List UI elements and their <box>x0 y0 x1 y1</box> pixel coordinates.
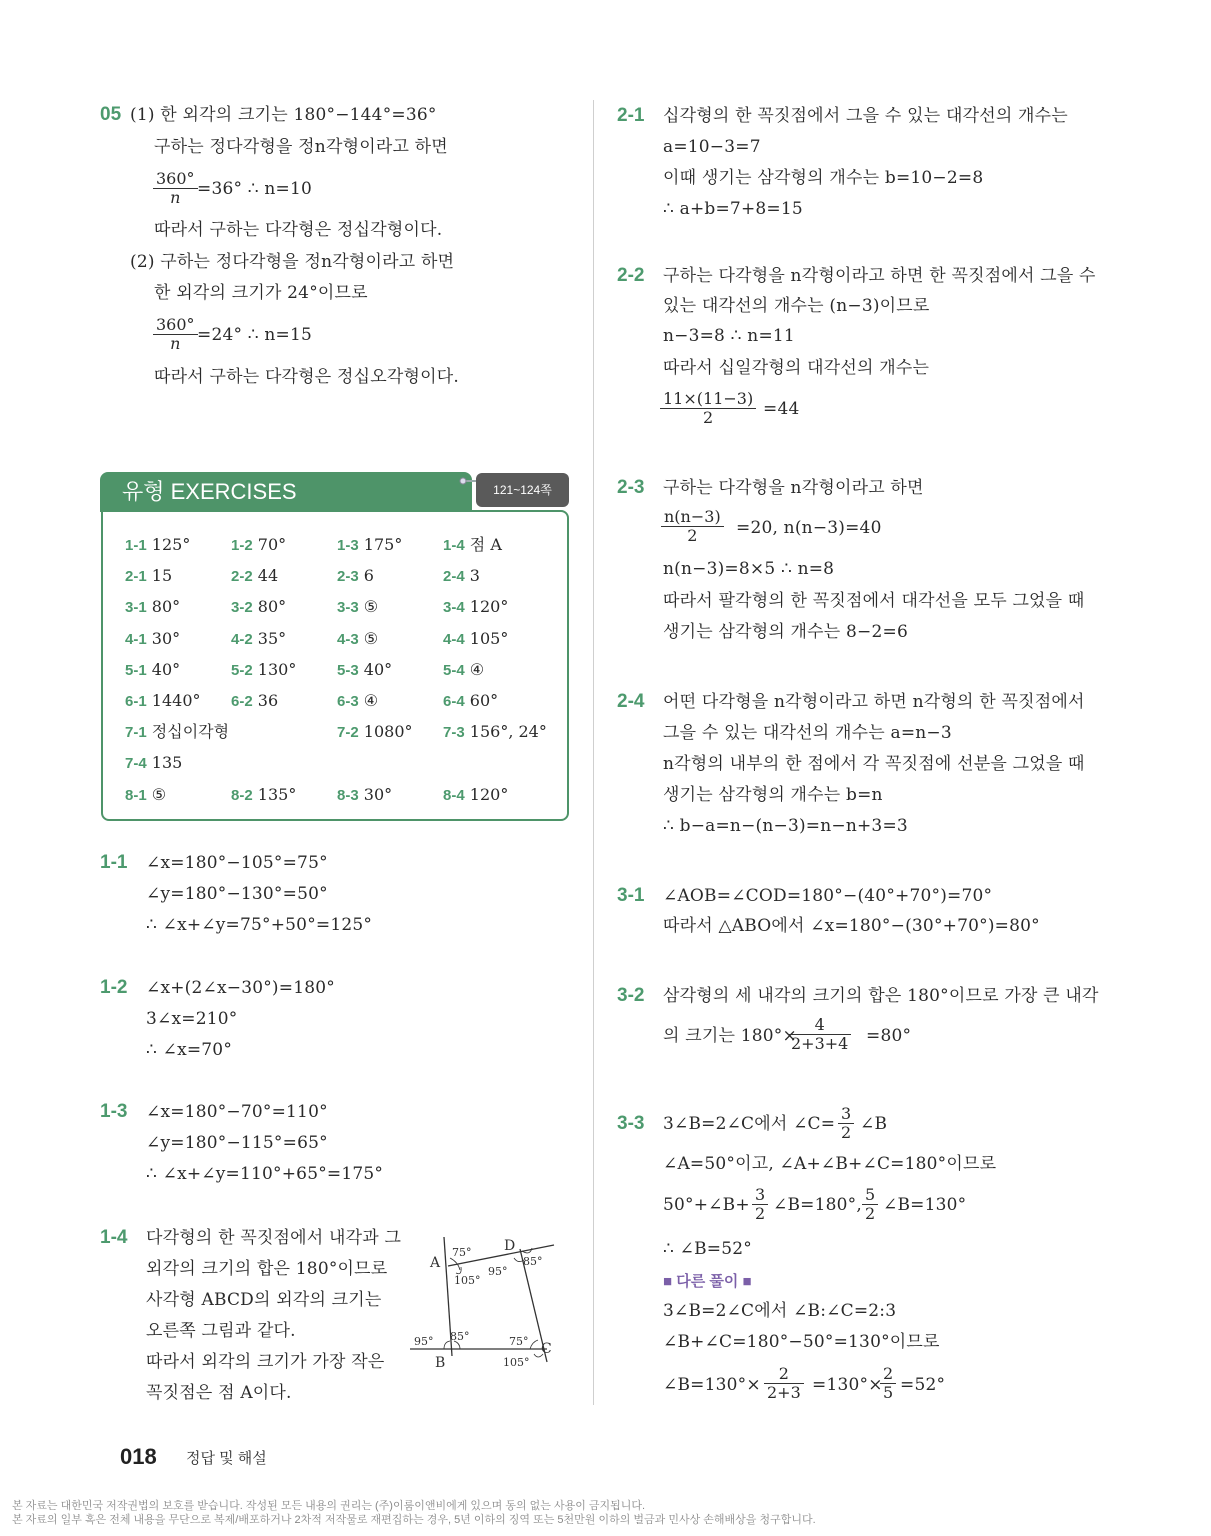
problem-number: 1-3 <box>100 1101 128 1122</box>
answer-key: 1-2 <box>231 537 253 554</box>
answer-value: 125° <box>151 535 191 554</box>
text-line: ∠B+∠C=180°−50°=130°이므로 <box>663 1332 940 1352</box>
problem-number: 2-4 <box>617 691 645 712</box>
svg-text:85°: 85° <box>523 1255 543 1268</box>
text-line: 구하는 다각형을 n각형이라고 하면 <box>663 478 924 498</box>
problem-number: 1-1 <box>100 852 128 873</box>
answer-key: 5-1 <box>125 661 147 679</box>
answer-value: 60° <box>469 691 499 710</box>
answer-value: ⑤ <box>151 784 167 804</box>
text-line: 따라서 외각의 크기가 가장 작은 <box>146 1352 385 1372</box>
answer-key: 6-3 <box>337 693 359 710</box>
answer-cell <box>443 628 508 651</box>
answer-cell <box>337 690 378 713</box>
answer-key: 6-2 <box>231 693 253 710</box>
answer-value: 35° <box>257 628 287 648</box>
text-line: 십각형의 한 꼭짓점에서 그을 수 있는 대각선의 개수는 <box>663 106 1068 126</box>
answer-cell <box>125 752 182 775</box>
text-line: =80° <box>866 1026 912 1046</box>
text-line: 3∠x=210° <box>146 1009 238 1029</box>
fraction: $\frac{n(n-3)}{2}$ <box>661 508 724 545</box>
problem-number: 3-1 <box>617 885 645 906</box>
answer-key: 8-2 <box>231 786 253 804</box>
svg-text:75°: 75° <box>452 1246 472 1259</box>
answer-cell <box>443 784 508 807</box>
answer-cell <box>337 628 378 651</box>
answer-value: 156°, 24° <box>469 722 547 742</box>
answer-value: 점 A <box>469 535 502 554</box>
label-A: A <box>430 1255 441 1271</box>
text-line: 따라서 구하는 다각형은 정십오각형이다. <box>154 367 459 387</box>
answer-key: 2-3 <box>337 568 359 586</box>
text-line: a=10−3=7 <box>663 137 761 157</box>
answer-key: 4-2 <box>231 630 253 648</box>
answer-key: 3-1 <box>125 599 147 617</box>
copyright-notice: 본 자료는 대한민국 저작권법의 보호를 받습니다. 작성된 모든 내용의 권리는 (주)이룸이앤비에게 있으며 동의 없는 사용이 금지됩니다. <box>12 1500 646 1512</box>
text-line: n−3=8 ∴ n=11 <box>663 326 795 346</box>
text-line: 3∠B=2∠C에서 ∠B:∠C=2:3 <box>663 1301 897 1321</box>
text-line: ∠x=180°−70°=110° <box>146 1102 328 1122</box>
text-line: ∴ ∠B=52° <box>663 1239 752 1259</box>
text-line: n각형의 내부의 한 점에서 각 꼭짓점에 선분을 그었을 때 <box>663 754 1085 774</box>
text-line: 생기는 삼각형의 개수는 8−2=6 <box>663 622 908 642</box>
text-line: ∠B=130°× <box>663 1375 761 1395</box>
answer-key: 4-3 <box>337 630 359 648</box>
answer-key: 2-1 <box>125 568 147 586</box>
problem-number: 1-2 <box>100 977 128 998</box>
answer-value: 36 <box>257 691 279 710</box>
answer-cell <box>231 784 296 807</box>
answer-key: 2-2 <box>231 568 253 586</box>
column-divider <box>593 100 594 1405</box>
text-line: 따라서 팔각형의 한 꼭짓점에서 대각선을 모두 그었을 때 <box>663 591 1085 611</box>
answer-value: 40° <box>363 659 393 679</box>
answer-key: 2-4 <box>443 568 465 586</box>
answer-cell <box>231 596 286 619</box>
answer-key: 8-1 <box>125 786 147 804</box>
answer-value: 1080° <box>363 722 413 742</box>
label-B: B <box>435 1355 446 1371</box>
text-line: ∠y=180°−130°=50° <box>146 884 328 904</box>
answer-cell <box>337 596 378 619</box>
text-line: ∠AOB=∠COD=180°−(40°+70°)=70° <box>663 886 993 906</box>
answer-key: 3-4 <box>443 599 465 617</box>
fraction: $\frac{3}{2}$ <box>838 1105 854 1142</box>
answer-cell <box>231 534 286 557</box>
problem-number: 05 <box>100 104 122 125</box>
fraction: $\frac{5}{2}$ <box>862 1186 878 1223</box>
answer-value: 175° <box>363 535 403 554</box>
problem-number: 2-3 <box>617 477 645 498</box>
label-D: D <box>504 1238 516 1254</box>
answer-key: 5-2 <box>231 661 253 679</box>
answer-key: 1-1 <box>125 537 147 554</box>
fraction: $\frac{360^\circ}{n}$ <box>153 316 198 353</box>
answer-value: ④ <box>363 691 379 710</box>
page-label: 정답 및 해설 <box>186 1450 267 1467</box>
text-line: 따라서 △ABO에서 ∠x=180°−(30°+70°)=80° <box>663 916 1040 936</box>
answer-value: ⑤ <box>363 597 379 617</box>
alternative-solution-label: ■ 다른 풀이 ■ <box>663 1273 752 1290</box>
answer-key: 7-3 <box>443 724 465 742</box>
text-line: ∠x=180°−105°=75° <box>146 853 328 873</box>
answer-cell <box>231 565 278 588</box>
fraction: $\frac{2}{2+3}$ <box>764 1365 804 1402</box>
svg-text:105°: 105° <box>454 1274 481 1287</box>
text-line: 생기는 삼각형의 개수는 b=n <box>663 785 883 805</box>
text-line: 이때 생기는 삼각형의 개수는 b=10−2=8 <box>663 168 984 188</box>
text-line: 따라서 십일각형의 대각선의 개수는 <box>663 358 930 378</box>
text-line: 50°+∠B+ <box>663 1195 750 1215</box>
text-line: 어떤 다각형을 n각형이라고 하면 n각형의 한 꼭짓점에서 <box>663 692 1085 712</box>
svg-text:95°: 95° <box>488 1265 508 1278</box>
answer-value: 1440° <box>151 691 201 710</box>
text-line: 꼭짓점은 점 A이다. <box>146 1383 292 1403</box>
answer-key: 8-4 <box>443 786 465 804</box>
text-line: ∴ ∠x+∠y=110°+65°=175° <box>146 1164 384 1184</box>
text-line: ∴ a+b=7+8=15 <box>663 199 803 219</box>
answer-cell <box>231 628 286 651</box>
fraction: $\frac{4}{2+3+4}$ <box>788 1016 851 1053</box>
text-line: ∠B <box>860 1114 888 1134</box>
answer-cell <box>443 596 508 619</box>
answer-cell <box>443 534 502 557</box>
answer-cell <box>443 659 484 682</box>
answer-key: 4-4 <box>443 630 465 648</box>
answer-value: 80° <box>151 597 181 617</box>
quadrilateral-figure <box>410 1232 560 1374</box>
answer-cell <box>337 659 392 682</box>
text-line: ∠B=130° <box>883 1195 967 1215</box>
answer-key: 7-2 <box>337 724 359 742</box>
answer-cell <box>337 565 374 588</box>
text-line: ∠A=50°이고, ∠A+∠B+∠C=180°이므로 <box>663 1154 997 1174</box>
answer-value: 120° <box>469 784 509 804</box>
answer-value: 30° <box>363 784 393 804</box>
answer-cell <box>231 690 278 713</box>
answer-value: 30° <box>151 628 181 648</box>
answer-value: 135 <box>151 753 183 773</box>
text-line: 외각의 크기의 합은 180°이므로 <box>146 1259 388 1279</box>
problem-number: 3-2 <box>617 985 645 1006</box>
answer-value: 44 <box>257 566 279 586</box>
text-line: 따라서 구하는 다각형은 정십각형이다. <box>154 220 443 240</box>
svg-text:105°: 105° <box>503 1356 530 1369</box>
answer-cell <box>125 628 180 651</box>
problem-number: 2-1 <box>617 105 645 126</box>
answer-value: 6 <box>363 566 374 586</box>
text-line: ∴ ∠x=70° <box>146 1040 233 1060</box>
answer-value: ⑤ <box>363 628 379 648</box>
text-line: ∴ b−a=n−(n−3)=n−n+3=3 <box>663 816 908 836</box>
answer-key: 8-3 <box>337 786 359 804</box>
answer-value: 130° <box>257 659 297 679</box>
text-line: 사각형 ABCD의 외각의 크기는 <box>146 1290 382 1310</box>
answer-cell <box>337 721 413 744</box>
text-line: ∠y=180°−115°=65° <box>146 1133 328 1153</box>
answer-cell <box>125 596 180 619</box>
fraction: $\frac{2}{5}$ <box>880 1365 896 1402</box>
answer-cell <box>443 690 498 713</box>
answer-value: ④ <box>469 659 485 679</box>
text-line: =20, n(n−3)=40 <box>736 518 882 538</box>
text-line: 삼각형의 세 내각의 크기의 합은 180°이므로 가장 큰 내각 <box>663 986 1099 1006</box>
answer-key: 6-1 <box>125 693 147 710</box>
text-line: =44 <box>763 399 800 419</box>
problem-number: 1-4 <box>100 1227 128 1248</box>
problem-number: 2-2 <box>617 265 645 286</box>
text-line: (1) 한 외각의 크기는 180°−144°=36° <box>130 105 437 125</box>
answer-key: 3-3 <box>337 599 359 617</box>
text-line: ∠B=180°, <box>773 1195 862 1215</box>
answer-cell <box>231 659 296 682</box>
exercises-answer-box <box>101 510 569 821</box>
text-line: ∴ ∠x+∠y=75°+50°=125° <box>146 915 373 935</box>
text-line: ∠x+(2∠x−30°)=180° <box>146 978 335 998</box>
svg-text:75°: 75° <box>509 1335 529 1348</box>
answer-cell <box>337 534 402 557</box>
answer-key: 4-1 <box>125 630 147 648</box>
text-line: 다각형의 한 꼭짓점에서 내각과 그 <box>146 1228 402 1248</box>
answer-value: 135° <box>257 784 297 804</box>
answer-value: 3 <box>469 566 480 586</box>
answer-value: 40° <box>151 659 181 679</box>
answer-cell <box>443 565 480 588</box>
fraction: $\frac{360^\circ}{n}$ <box>153 170 198 207</box>
text-line: =24° ∴ n=15 <box>197 325 313 345</box>
svg-text:95°: 95° <box>414 1335 434 1348</box>
text-line: n(n−3)=8×5 ∴ n=8 <box>663 559 835 579</box>
text-line: =52° <box>900 1375 946 1395</box>
answer-key: 5-4 <box>443 661 465 679</box>
answer-cell <box>125 690 201 713</box>
answer-cell <box>337 784 392 807</box>
answer-cell <box>125 659 180 682</box>
answer-key: 7-4 <box>125 755 147 773</box>
text-line: =36° ∴ n=10 <box>197 179 313 199</box>
text-line: 오른쪽 그림과 같다. <box>146 1321 296 1341</box>
text-line: =130°× <box>812 1375 883 1395</box>
copyright-notice: 본 자료의 일부 혹은 전체 내용을 무단으로 복제/배포하거나 2차적 저작물로 재편집하는 경우, 5년 이하의 징역 또는 5천만원 이하의 벌금과 민사상 손해배상을 청구합니다. <box>12 1514 816 1526</box>
answer-value: 정십이각형 <box>151 722 230 742</box>
answer-cell <box>125 784 166 807</box>
text-line: 구하는 정다각형을 정n각형이라고 하면 <box>154 137 448 157</box>
answer-key: 6-4 <box>443 693 465 710</box>
answer-cell <box>125 534 190 557</box>
answer-key: 3-2 <box>231 599 253 617</box>
answer-value: 70° <box>257 535 287 554</box>
answer-cell <box>125 721 229 744</box>
text-line: 한 외각의 크기가 24°이므로 <box>154 283 368 303</box>
exercises-header: 유형 EXERCISES <box>100 472 472 512</box>
page-range-badge: 121~124쪽 <box>476 473 569 507</box>
answer-value: 105° <box>469 628 509 648</box>
text-line: 의 크기는 180°× <box>663 1026 797 1046</box>
text-line: (2) 구하는 정다각형을 정n각형이라고 하면 <box>130 252 455 272</box>
answer-value: 80° <box>257 597 287 617</box>
fraction: $\frac{11\times(11-3)}{2}$ <box>660 390 756 427</box>
text-line: 그을 수 있는 대각선의 개수는 a=n−3 <box>663 723 952 743</box>
text-line: 구하는 다각형을 n각형이라고 하면 한 꼭짓점에서 그을 수 <box>663 266 1096 286</box>
answer-value: 15 <box>151 566 173 586</box>
text-line: 있는 대각선의 개수는 (n−3)이므로 <box>663 296 930 316</box>
page-number: 018 <box>120 1444 157 1469</box>
svg-text:85°: 85° <box>450 1330 470 1343</box>
answer-key: 5-3 <box>337 661 359 679</box>
answer-key: 1-3 <box>337 537 359 554</box>
answer-value: 120° <box>469 597 509 617</box>
answer-cell <box>443 721 547 744</box>
problem-number: 3-3 <box>617 1113 645 1134</box>
answer-cell <box>125 565 172 588</box>
text-line: 3∠B=2∠C에서 ∠C= <box>663 1114 836 1134</box>
answer-key: 1-4 <box>443 537 465 554</box>
fraction: $\frac{3}{2}$ <box>752 1186 768 1223</box>
answer-key: 7-1 <box>125 724 147 742</box>
label-C: C <box>541 1341 552 1357</box>
